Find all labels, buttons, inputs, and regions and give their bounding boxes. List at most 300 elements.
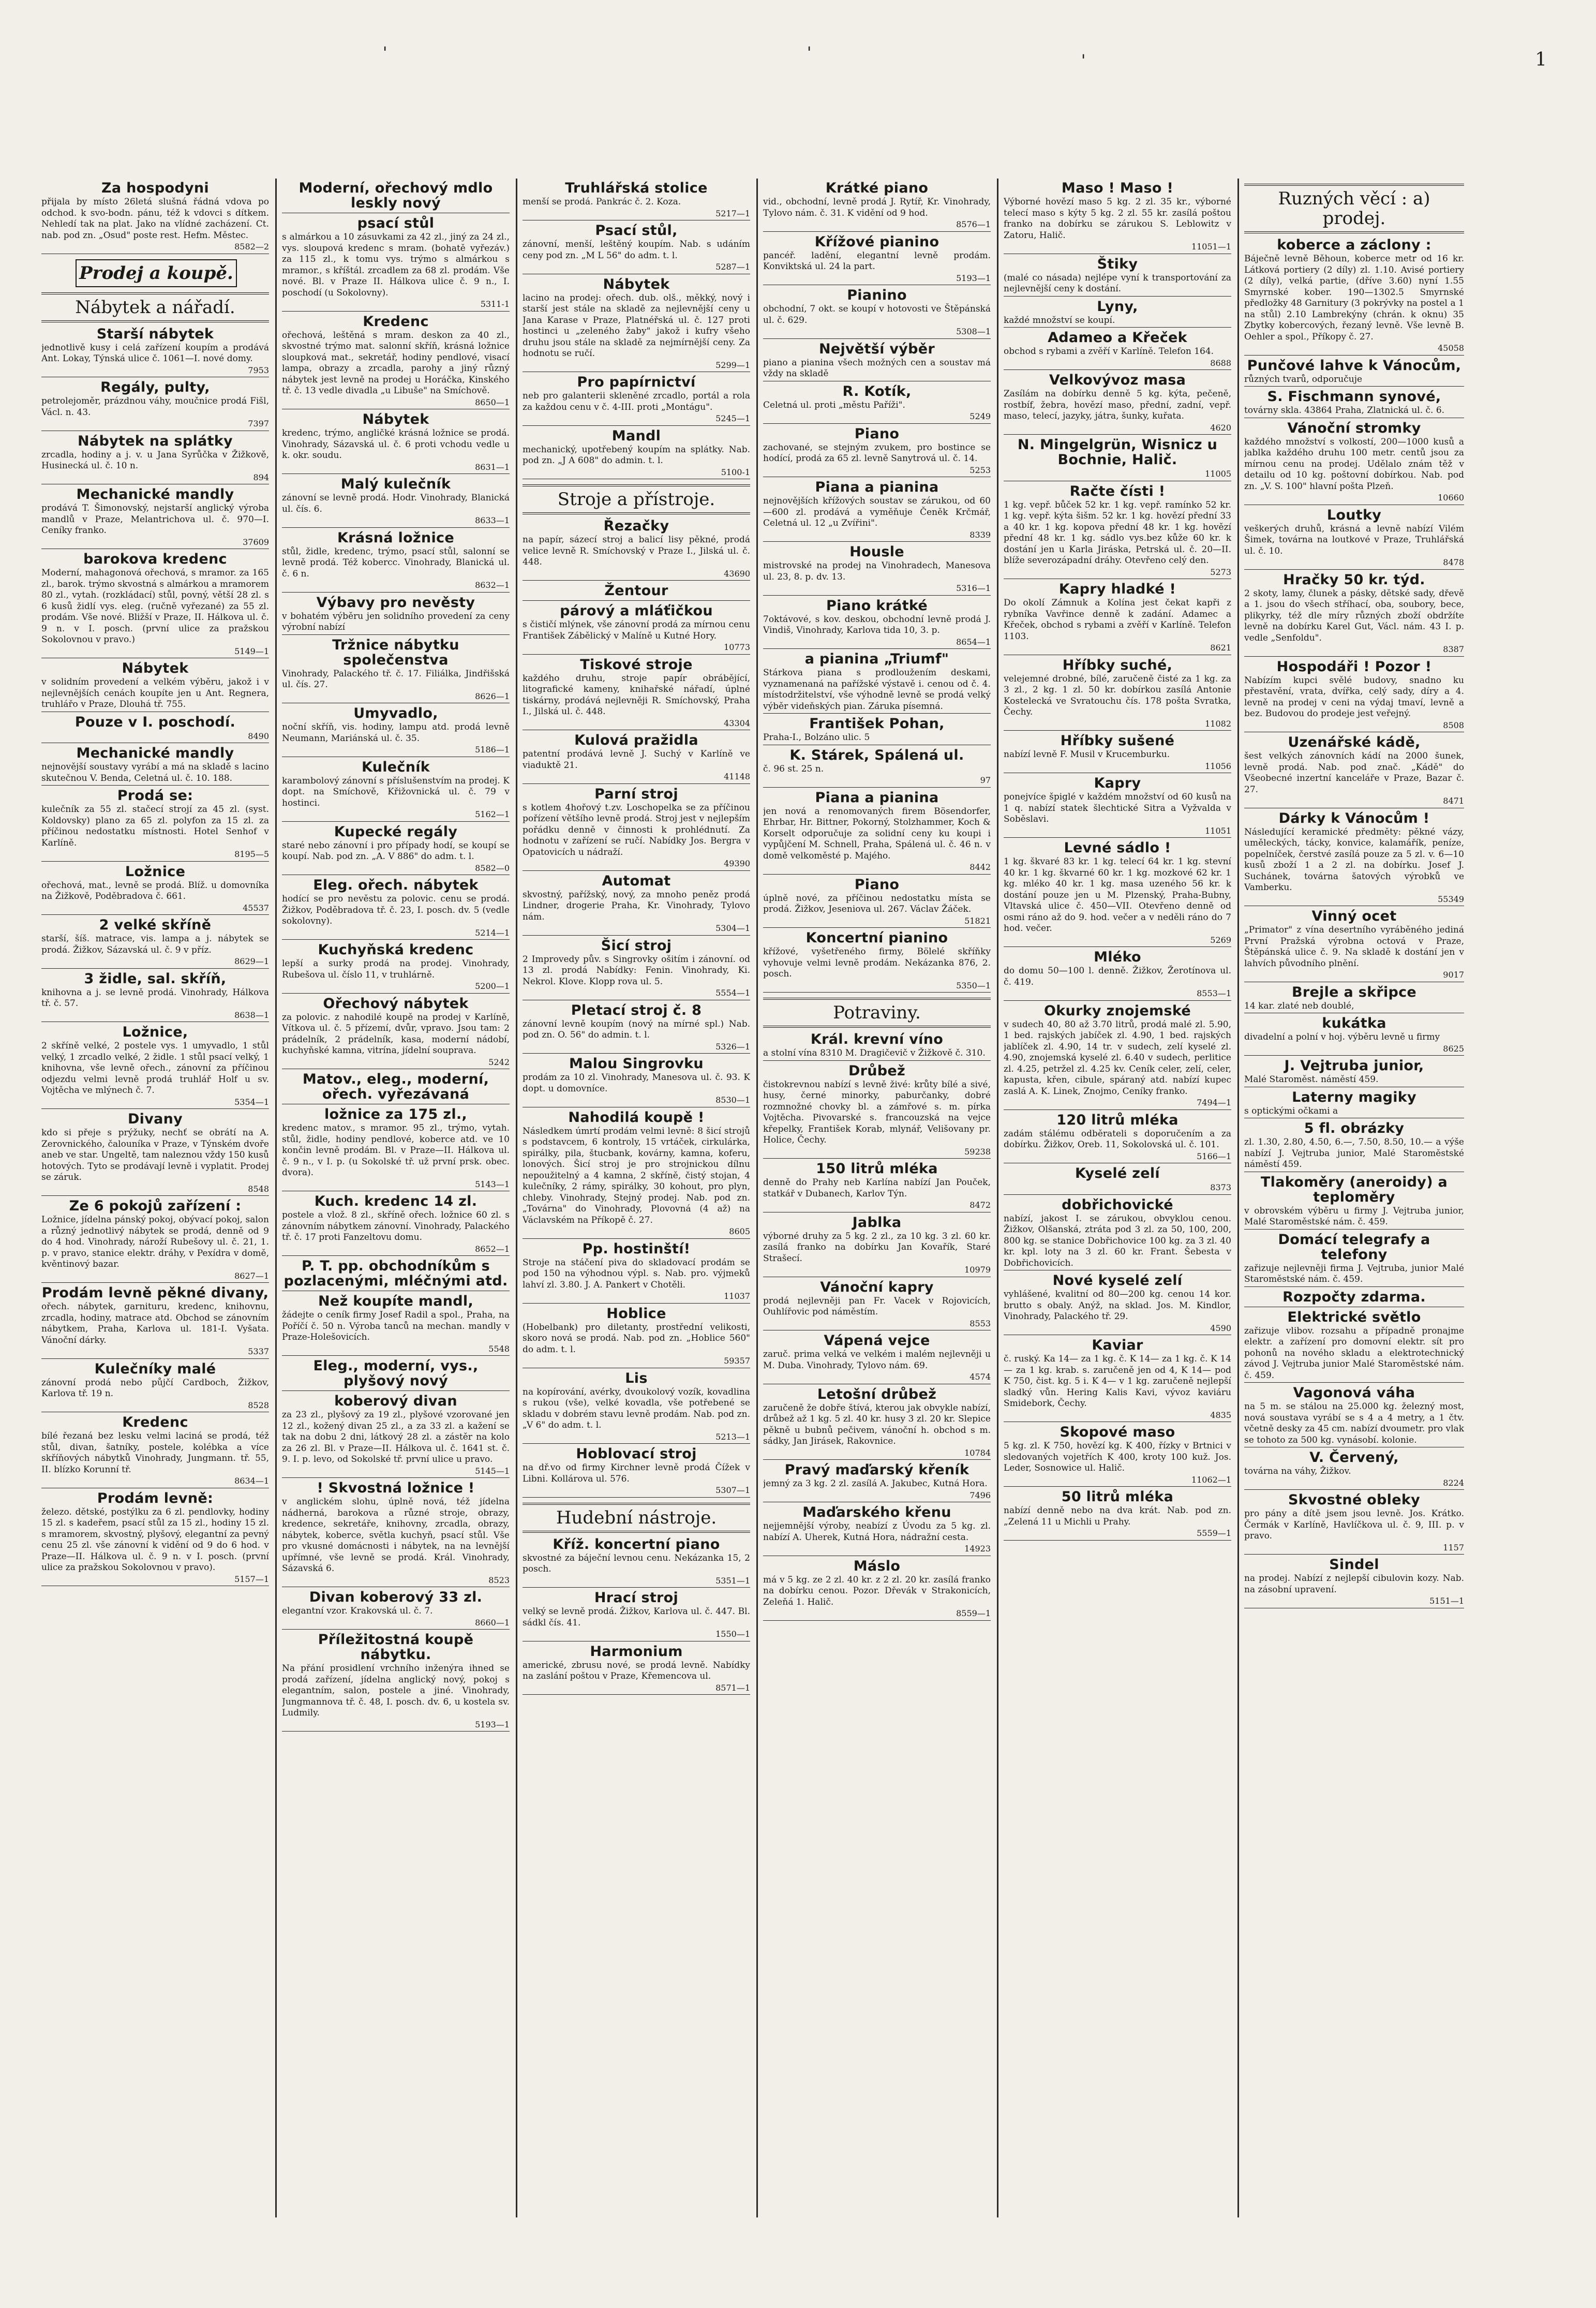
classified-ad (763, 544, 991, 596)
ad-title: Za hospodyni (101, 180, 209, 196)
classified-ad (523, 787, 750, 871)
ad-title: Piana a pianina (815, 789, 939, 806)
classified-ad (282, 595, 510, 635)
ad-title: Parní stroj (594, 786, 678, 802)
ad-text: nejnovější soustavy vyrábí a má na skladě s lacino skutečnou V. Benda, Celetná ul. č. 10. 188. (41, 762, 269, 783)
ad-text: na kopírování, avérky, dvoukolový vozík, kovadlina s rukou (vše), velké kovadla, vše potřebené se skladu v dobrém stavu levně prodám. Nab. pod zn. „V 6" do adm. t. l. (523, 1386, 750, 1430)
ad-title: Pro papírnictví (577, 374, 696, 390)
ad-title: K. Stárek, Spálená ul. (789, 747, 964, 763)
ad-code: 5217—1 (715, 208, 750, 218)
classified-ad (282, 1358, 510, 1391)
classified-ad (763, 384, 991, 424)
classified-ad (1244, 358, 1464, 387)
ad-code: 11051 (1205, 825, 1231, 836)
ad-code: 43690 (724, 568, 750, 579)
ad-text: nejjemnější výroby, neabízí z Úvodu za 5 kg. zl. nabízí A. Uherek, Kutná Hora, nádražní cesta. (763, 1521, 991, 1543)
ad-text: č. 96 st. 25 n. (763, 763, 824, 774)
classified-ad (763, 716, 991, 745)
ad-text: 1 kg. škvaré 83 kr. 1 kg. telecí 64 kr. 1 kg. stevní 40 kr. 1 kg. škvarné 60 kr. 1 kg. mozkové 62 kr. 1 kg. mléko 40 kr. 1 kg. masa uzeného 56 kr. k dostání pouze jen u M. Plzenský, Praha-Bubny, Vltavská ulice č. 450—VII. Otevřeno denně od osmi ráno až do 9. hod. večer a v neděli ráno do 7 hod. večer. (1004, 856, 1231, 934)
ad-text: 2 Improvedy pův. s Singrovky ošitím i zánovní. od 13 zl. prodá Nabídky: Fenin. Vinohrady, Ki. Nekrol. Klove. Klopp rova ul. 5. (523, 954, 750, 987)
ad-text: zadám stálému odběrateli s doporučením a za dobírku. Žižkov, Oreb. 11, Sokolovská ul. č. 101. (1004, 1128, 1231, 1150)
classified-ad (523, 519, 750, 581)
ad-title: Tiskové stroje (580, 656, 693, 673)
ad-text: (malé co násada) nejlépe vyní k transportování za nejlevnější ceny k dostání. (1004, 272, 1231, 294)
ad-text: knihovna a j. se levně prodá. Vinohrady, Hálkova tř. č. 57. (41, 987, 269, 1009)
ad-text: prodává T. Šimonovský, nejstarší anglický výroba mandlů v Praze, Melantrichova ul. č. 970—I. Ceníky franko. (41, 503, 269, 536)
ad-code: 8195—5 (234, 849, 269, 859)
ad-code: 8650—1 (475, 397, 510, 407)
classified-ad (1244, 421, 1464, 505)
ad-text: hodící se pro nevěstu za polovic. cenu se prodá. Žižkov, Poděbradova tř. č. 23, I. posch. dv. 5 (vedle sokolovny). (282, 894, 510, 926)
ad-code: 11051—1 (1191, 242, 1231, 251)
ad-title: Brejle a skřipce (1291, 984, 1417, 1000)
ad-title: Vápená vejce (824, 1333, 930, 1349)
ad-code: 5157—1 (234, 1574, 269, 1584)
ad-text: Ložnice, jídelna pánský pokoj, obývací pokoj, salon a různý jednotlivý nábytek se prodá, denně od 9 do 4 hod. Vinohrady, nároží Rubešovy ul. č. 21, 1. p. v pravo, stanice elektr. dráhy, v Pexídra v domě, kvěntinový bazar. (41, 1215, 269, 1269)
classified-ad (282, 1590, 510, 1630)
ad-text: v sudech 40, 80 až 3.70 litrů, prodá malé zl. 5.90, 1 bed. rajských jabíček zl. 4.90, 1 bed. rajských jablíček zl. 4.90, 14 tr. v sudech, zelí kyselé zl. 4.90, znojemská kyselé zl. 6.40 v sudech, perlitice zl. 4.25, petržel zl. 4.25 kv. Ceník celer, zelí, celer, kapusta, křen, cibule, spáraný atd. nabízí kupec zaslá A. K. Linek, Znojmo, Ceníky franko. (1004, 1019, 1231, 1097)
ad-text: na papír, sázecí stroj a balicí lisy pěkné, prodá velice levně R. Smíchovský v Praze I., Jilská ul. č. 448. (523, 535, 750, 567)
ad-text: mistrovské na prodej na Vinohradech, Manesova ul. 23, 8. p. dv. 13. (763, 560, 991, 582)
classified-ad (523, 1590, 750, 1641)
classified-ad (763, 652, 991, 714)
classified-ad (41, 1025, 269, 1109)
ad-text: 2 skoty, lamy, člunek a pásky, dětské sady, dřevě a 1. jsou do všech stříhací, oba, soubory, bece, plikyrky, též dle míry různých zboží obdržíte levně na dobírku Karel Gut, Václ. nám. 43 I. p. vedle „Senfoldu". (1244, 588, 1464, 643)
classified-ad (282, 760, 510, 822)
ad-title: Největší výběr (818, 341, 935, 357)
ad-title: J. Vejtruba junior, (1284, 1058, 1424, 1074)
ad-title: Lyny, (1097, 298, 1138, 315)
classified-ad (1004, 1489, 1231, 1541)
ad-title: Piana a pianina (815, 479, 939, 495)
ad-title: Příležitostná koupě nábytku. (318, 1632, 474, 1663)
ad-title: ložnice za 175 zl., (324, 1106, 467, 1122)
ad-text: prodám za 10 zl. Vinohrady, Manesova ul. č. 93. K dopt. u domovníce. (523, 1072, 750, 1094)
ad-text: Vinohrady, Palackého tř. č. 17. Filiálka, Jindřišská ul. čís. 27. (282, 668, 510, 690)
ad-code: 5311-1 (480, 299, 510, 309)
ad-code: 8339 (969, 529, 991, 540)
ad-code: 41148 (724, 772, 750, 781)
ad-code: 8582—2 (234, 242, 269, 251)
ad-text: úplně nové, za příčinou nedostatku místa se prodá. Žižkov, Jeseniova ul. 267. Václav Žáček. (763, 893, 991, 914)
section-heading: Stroje a přístroje. (523, 484, 750, 514)
classified-ad (1004, 181, 1231, 254)
classified-ad (1244, 389, 1464, 418)
classified-ad (282, 1481, 510, 1587)
classified-ad (282, 1194, 510, 1256)
classified-ad (763, 790, 991, 875)
ad-text: na 5 m. se stálou na 25.000 kg. železný most, nová soustava vyrábí se s 4 a 4 metry, a 1 čtv. včetně desky za 45 cm. nabízí dvoumetr. pro vlak se tohoto za 500 kg. vynásobí. kolonie. (1244, 1401, 1464, 1445)
ad-title: Ložnice (125, 863, 186, 880)
classified-ad (523, 1056, 750, 1107)
ad-code: 5326—1 (715, 1041, 750, 1052)
ad-code: 5269 (1210, 935, 1231, 945)
classified-ad (41, 918, 269, 969)
ad-title: V. Červený, (1309, 1449, 1399, 1466)
ad-text: 5 kg. zl. K 750, hovězí kg. K 400, řízky v Brtnici v sledovaných vojetřích K 400, kroty 100 kuž. Jos. Leder, Sosnowice ul. Halič. (1004, 1441, 1231, 1473)
classified-ad (1244, 1557, 1464, 1608)
classified-ad (282, 412, 510, 474)
classified-ad (1244, 572, 1464, 657)
column-4 (763, 179, 991, 2217)
top-mark-3: ' (1081, 52, 1086, 70)
ad-code: 5193—1 (956, 273, 991, 283)
ad-title: Kyselé zelí (1075, 1165, 1160, 1181)
ad-title: S. Fischmann synové, (1267, 389, 1441, 405)
classified-ad (1004, 1166, 1231, 1195)
ad-text: Následující keramické předměty: pěkné vázy, uměleckých, tácky, konvice, kalamářík, peníze, popelníček, čerstvé zasílá pouze za 5 zl. v. 6—10 kusů zboží 1 a 2 zl. na dobírku. Josef J. Suchánek, továrna šatových výrobků ve Vamberku. (1244, 826, 1464, 893)
classified-ad (763, 598, 991, 649)
ad-code: 43304 (724, 718, 750, 728)
ad-title: Nábytek (603, 276, 670, 292)
ad-title: Piano (854, 876, 900, 893)
classified-ad (1244, 238, 1464, 356)
ad-text: 2 skříně velké, 2 postele vys. 1 umyvadlo, 1 stůl velký, 1 zrcadlo velké, 2 židle. 1 stůl psací velký, 1 knihovna, vše levně ořech., zánovní za příčinou odjezdu velmi levně prodá truhlář Holf u sv. Vojtěcha ve mlýnech č. 7. (41, 1041, 269, 1096)
ad-title: Kaviar (1092, 1337, 1143, 1353)
ad-text: 14 kar. zlaté neb doublé, (1244, 1000, 1354, 1011)
classified-ad (41, 1285, 269, 1359)
classified-ad (763, 1462, 991, 1502)
ad-code: 10979 (964, 1265, 991, 1275)
column-divider (997, 179, 998, 2217)
ad-code: 4574 (969, 1372, 991, 1382)
ad-title: kukátka (1322, 1015, 1386, 1031)
ad-code: 5242 (488, 1057, 510, 1067)
classified-ad (763, 1032, 991, 1061)
ad-text: kredenc matov., s mramor. 95 zl., trýmo, vytah. stůl, židle, hodiny pendlové, koberce atd. ve 10 končin levně prodám. Bl. v Praze—II. Hálkova ul. č. 9 n., v I. p. (u Sokolské tř. už první prsk. obec. dvora). (282, 1123, 510, 1178)
ad-title: Malou Singrovku (569, 1056, 704, 1072)
ad-code: 8224 (1443, 1477, 1464, 1488)
ad-title: Kredenc (363, 313, 429, 330)
ad-title: Skvostné obleky (1288, 1492, 1420, 1508)
classified-ad (1004, 1338, 1231, 1422)
ad-title: Hračky 50 kr. týd. (1283, 571, 1425, 588)
classified-ad (523, 733, 750, 784)
ad-title: Krátké piano (825, 180, 929, 196)
ad-code: 11056 (1205, 761, 1231, 771)
ad-text: továrna na váhy, Žižkov. (1244, 1466, 1351, 1476)
classified-ad (763, 288, 991, 339)
ad-code: 8548 (248, 1183, 269, 1194)
ad-text: Praha-I., Bolzáno ulic. 5 (763, 732, 870, 743)
column-divider (275, 179, 277, 2217)
ad-title: Elektrické světlo (1287, 1309, 1421, 1325)
classified-ad (41, 380, 269, 431)
classified-ad (1244, 1232, 1464, 1287)
classified-ad (763, 234, 991, 286)
ad-code: 8471 (1443, 796, 1464, 806)
ad-text: obchodní, 7 okt. se koupí v hotovosti ve Štěpánská ul. č. 629. (763, 304, 991, 326)
ad-text: divadelní a polní v hoj. výběru levně u firmy (1244, 1032, 1440, 1042)
classified-ad (41, 1112, 269, 1196)
ad-code: 4590 (1210, 1323, 1231, 1333)
classified-ad (1004, 373, 1231, 435)
classified-ad (763, 1063, 991, 1159)
ad-code: 894 (253, 472, 269, 482)
ad-title: Než koupíte mandl, (318, 1293, 474, 1309)
ad-title: Hoblovací stroj (576, 1446, 697, 1462)
ad-code: 7397 (248, 419, 269, 428)
ad-code: 51821 (964, 915, 991, 926)
ad-text: piano a pianina všech možných cen a soustav má vždy na skladě (763, 357, 991, 379)
ad-code: 5350—1 (956, 980, 991, 990)
ad-title: Pp. hostinští! (582, 1240, 691, 1257)
top-mark-2: ' (807, 44, 812, 62)
classified-ad (763, 1161, 991, 1212)
ad-text: zánovní prodá nebo půjčí Cardboch, Žižkov, Karlova tř. 19 n. (41, 1377, 269, 1399)
ad-code: 4620 (1210, 422, 1231, 433)
classified-ad (523, 1110, 750, 1239)
classified-ad (523, 874, 750, 936)
ad-code: 8652—1 (475, 1244, 510, 1254)
classified-ad (763, 1505, 991, 1556)
classified-ad (41, 181, 269, 254)
ad-title: Štiky (1097, 256, 1138, 272)
ad-title: Maso ! Maso ! (1061, 180, 1174, 196)
ad-code: 5273 (1210, 567, 1231, 577)
ad-text: „Primator" z vína desertního vyráběného jediná První Pražská výrobna octová v Praze, Štěpánská ulice č. 9. Na skladě k dostání jen v lahvích původního plnění. (1244, 925, 1464, 969)
classified-ad (41, 864, 269, 915)
ad-code: 10660 (1438, 493, 1464, 502)
ad-title: Křížové pianino (814, 233, 939, 250)
ad-text: v obrovském výběru u firmy J. Vejtruba junior, Malé Staroměstské nám. č. 459. (1244, 1205, 1464, 1227)
ad-title: Jablka (852, 1214, 902, 1231)
ad-title: Laterny magiky (1292, 1089, 1416, 1105)
ad-title: Ořechový nábytek (323, 995, 469, 1012)
classified-ad (523, 1644, 750, 1695)
classified-ad (282, 706, 510, 757)
classified-ad (1244, 811, 1464, 907)
ad-code: 8627—1 (234, 1270, 269, 1281)
classified-ad (523, 1371, 750, 1444)
ad-text: Stroje na stáčení piva do skladovací prodám se pod 150 na výhodnou výpl. s. Nab. pro. výjmeků lahví zl. 3.80. J. A. Pankert v Chotěli. (523, 1257, 750, 1290)
ad-text: šest velkých zánovních kádí na 2000 šunek, levně prodá. Nab. pod znač. „Kádě" do Všeobecné inzertní kanceláře v Praze, Bazar č. 27. (1244, 751, 1464, 795)
ad-code: 5548 (488, 1343, 510, 1354)
ad-code: 8553 (969, 1318, 991, 1328)
classified-ad (523, 375, 750, 426)
ad-title: Housle (849, 544, 904, 560)
ad-code: 5308—1 (956, 327, 991, 336)
ad-title: Vagonová váha (1293, 1385, 1415, 1401)
ad-code: 10773 (724, 642, 750, 652)
classified-ad (763, 1215, 991, 1277)
ad-text: americké, zbrusu nové, se prodá levně. Nabídky na zaslání poštou v Praze, Křemencova ul. (523, 1660, 750, 1681)
ad-title: Maďarského křenu (802, 1504, 951, 1520)
classified-ad (282, 878, 510, 940)
ad-text: Výborné hovězí maso 5 kg. 2 zl. 35 kr., výborné telecí maso s kýty 5 kg. 2 zl. 55 kr. zasílá poštou franko na dobírku se zárukou S. Leblowitz v Zatoru, Halič. (1004, 197, 1231, 241)
classified-ad (523, 657, 750, 731)
ad-text: velký se levně prodá. Žižkov, Karlova ul. č. 447. Bl. sádkl čís. 41. (523, 1606, 750, 1628)
classified-ad (282, 1294, 510, 1356)
classified-ad (1244, 1058, 1464, 1087)
classified-ad (1004, 840, 1231, 947)
classified-ad (282, 996, 510, 1070)
ad-code: 5354—1 (234, 1097, 269, 1107)
ad-text: s kotlem 4hořový t.zv. Loschopelka se za příčinou pořízení většího levně prodá. Stroj jest v nejlepším pořádku denně v činnosti k prohlédnutí. Za hodnotu v zařízení se ručí. Nabídky Jos. Bergra v Opatovicích u nádraží. (523, 802, 750, 857)
ad-text: skvostný, pařížský, nový, za mnoho peněz prodá Lindner, drogerie Praha, Kr. Vinohrady, Tylovo nám. (523, 889, 750, 922)
ad-text: elegantní vzor. Krakovská ul. č. 7. (282, 1606, 433, 1616)
ad-title: Nábytek (362, 411, 429, 427)
classified-ad (282, 181, 510, 213)
ad-title: Pravý maďarský křeník (784, 1462, 969, 1478)
ad-text: kulečník za 55 zl. stačecí strojí za 45 zl. (syst. Koldovsky) plano za 65 zl. polyfon za 15 zl. za příčinou nedostatku místnosti. Hotel Senhof v Karlíně. (41, 804, 269, 848)
ad-title: Uzenářské kádě, (1288, 734, 1421, 750)
ad-text: Báječně levně Běhoun, koberce metr od 16 kr. Látková portiery (2 díly) zl. 1.10. Avisé portiery (2 díly), velká partie, (dříve 3.60) nyní 1.55 Smyrnské kober. 190—1302.5 Smyrnské předložky 48 Garnitury (3 pokrývky na postel a 1 na stůl) 2.10 Lambrekýny (chrán. k oknu) 35 Zbytky kobercových, řezaný levně. Vše levně B. Oehler a spol., Příkopy č. 27. (1244, 254, 1464, 342)
ad-code: 5559—1 (1197, 1528, 1231, 1538)
ad-text: (Hobelbank) pro diletanty, prostřední velikosti, skoro nová se prodá. Nab. pod zn. „Hoblice 560" do adm. t. l. (523, 1322, 750, 1355)
ad-title: Punčové lahve k Vánocům, (1247, 357, 1461, 374)
ad-title: Prodá se: (117, 788, 193, 804)
classified-ad (282, 1072, 510, 1104)
classified-ad (763, 342, 991, 381)
ad-title: 3 židle, sal. skříň, (84, 970, 227, 987)
ad-title: Nahodilá koupě ! (568, 1109, 705, 1126)
classified-ad (523, 1306, 750, 1368)
ad-code: 5249 (969, 411, 991, 421)
ad-text: ořech. nábytek, garnituru, kredenc, knihovnu, zrcadla, hodiny, matrace atd. Obchod se zánovním nábytkem, Praha, Karlova ul. 181-I. Vyšata. Vánoční dárky. (41, 1301, 269, 1345)
ad-code: 8654—1 (956, 637, 991, 647)
ad-title: Ložnice, (122, 1024, 188, 1040)
ad-code: 8528 (248, 1400, 269, 1410)
classified-ad (282, 477, 510, 528)
ad-title: Koncertní pianino (806, 930, 948, 946)
ad-title: Hospodáři ! Pozor ! (1276, 658, 1432, 675)
ad-title: Moderní, ořechový mdlo leskly nový (299, 180, 493, 211)
ad-text: zl. 1.30, 2.80, 4.50, 6.—, 7.50, 8.50, 10.— a výše nabízí J. Vejtruba junior, Malé Staroměstské náměstí 459. (1244, 1137, 1464, 1170)
ad-text: nejnovějších křížových soustav se zárukou, od 60—600 zl. prodává a vyměňuje Čeněk Krčmář, Celetná ul. 12 „u Zvířini". (763, 496, 991, 528)
ad-title: 150 litrů mléka (816, 1161, 938, 1177)
ad-text: vyhlášené, kvalitní od 80—200 kg. cenou 14 kor. brutto s obaly. Anýž, na sklad. Jos. M. Kindlor, Vinohrady, Palackého tř. 29. (1004, 1289, 1231, 1322)
ad-title: Kuch. kredenc 14 zl. (314, 1193, 478, 1209)
classified-ad (1004, 1003, 1231, 1110)
ad-title: Okurky znojemské (1043, 1002, 1191, 1019)
ad-title: Nové kyselé zelí (1052, 1273, 1183, 1289)
ad-title: Psací stůl, (595, 223, 678, 239)
ad-title: Kredenc (122, 1414, 188, 1430)
ad-title: koberce a záclony : (1277, 237, 1431, 253)
ad-code: 8553—1 (1197, 988, 1231, 998)
ad-title: Kapry (1094, 775, 1141, 791)
ad-title: Račte čísti ! (1069, 483, 1166, 499)
ad-title: 2 velké skříně (99, 917, 212, 933)
ad-text: stůl, židle, kredenc, trýmo, psací stůl, salonní se levně prodá. Též kobercc. Vinohrady, Blanická ul. č. 6 n. (282, 546, 510, 579)
ad-text: mechanický, upotřebený koupím na splátky. Nab. pod zn. „J A 608" do admin. t. l. (523, 444, 750, 466)
column-3 (523, 179, 750, 2217)
classified-ad (763, 1280, 991, 1331)
classified-ad (1244, 1385, 1464, 1447)
ad-text: Následkem úmrtí prodám velmi levně: 8 šicí strojů s podstavcem, 6 kontroly, 15 vrtáček, cirkulárka, spirálky, pila, štucbank, kovárny, kamna, koferu, lonových. Šicí stroj je pro strojnickou dílnu nepoužitelný a 4 kamna, 2 skříně, čistý stojan, 4 kulečníky, 2 rámy, spirálky, 30 kohout, pro plyn, chleby. Vinohrady, Stejný prodej. Nab. pod zn. „Továrna" do Vinohrady, Plovovná (4 až) na Václavském na Příkopě č. 27. (523, 1126, 750, 1225)
classified-ad (1004, 776, 1231, 838)
ad-text: ořechová, mat., levně se prodá. Blíž. u domovníka na Žižkově, Poděbradova č. 661. (41, 880, 269, 901)
ad-title: Pletací stroj č. 8 (571, 1002, 702, 1018)
classified-ad (1004, 658, 1231, 731)
classified-ad (1004, 1197, 1231, 1271)
ad-text: zánovní se levně prodá. Hodr. Vinohrady, Blanická ul. čís. 6. (282, 493, 510, 514)
classified-ad (41, 1362, 269, 1413)
ad-title: Prodám levně: (97, 1490, 214, 1506)
ad-title: ! Skvostná ložnice ! (317, 1480, 475, 1496)
ad-title: Vánoční stromky (1287, 420, 1421, 436)
classified-ad (41, 746, 269, 786)
classified-ad (282, 1259, 510, 1291)
classified-ad (1244, 1090, 1464, 1119)
ad-text: v solidním provedení a velkém výběru, jakož i v nejlevnějších cenách koupíte jen u Ant. Regnera, truhlářo v Praze, Dlouhá tř. 755. (41, 677, 269, 709)
ad-code: 8478 (1443, 557, 1464, 567)
ad-title: 5 fl. obrázky (1304, 1120, 1405, 1136)
top-mark-1: ' (383, 44, 387, 62)
classified-ad (41, 788, 269, 862)
section-heading: Ruzných věcí : a) prodej. (1244, 184, 1464, 233)
classified-ad (1004, 330, 1231, 370)
classified-ad (763, 877, 991, 928)
classified-ad (763, 930, 991, 993)
ad-title: Malý kulečník (340, 476, 451, 492)
ad-title: Sindel (1329, 1557, 1379, 1573)
ad-title: Kuchyňská kredenc (318, 942, 474, 958)
ad-title: 120 litrů mléka (1056, 1112, 1179, 1128)
ad-code: 5143—1 (475, 1179, 510, 1189)
classified-ad (523, 428, 750, 480)
ad-title: Velkovývoz masa (1049, 372, 1186, 388)
classified-ad (1244, 909, 1464, 982)
ad-title: dobřichovické (1062, 1196, 1173, 1213)
ad-text: má v 5 kg. ze 2 zl. 40 kr. z 2 zl. 20 kr. zasílá franko na dobírku cenou. Pozor. Dřevák v Strakonicích, Zeleňá 1. Halič. (763, 1574, 991, 1607)
ad-text: s almárkou a 10 zásuvkami za 42 zl., jiný za 24 zl., vys. sloupová kredenc s mram. (bohatě vyřezáv.) za 115 zl., k tomu vys. trýmo s almárkou s mramor., s kříštál. zrcadlem za 68 zl. prodám. Vše nové. Bl. v Praze II. Hálkova ulice č. 9 n., I. poschodí (u Sokolovny). (282, 232, 510, 298)
ad-text: na prodej. Nabízí z nejlepší cibulovin kozy. Nab. na zásobní upravení. (1244, 1573, 1464, 1595)
ad-text: ponejvíce špiglé v každém množství od 60 kusů na 1 q. nabízí statek šlechtické Sitra a Vyžvalda v Soběslavi. (1004, 792, 1231, 824)
classified-ad (1004, 582, 1231, 655)
classified-ad (763, 480, 991, 542)
page-number: 1 (1535, 49, 1547, 70)
ad-title: Kulečníky malé (94, 1360, 216, 1377)
classified-ad (523, 1446, 750, 1498)
ad-code: 10784 (964, 1447, 991, 1458)
ad-title: Kapry hladké ! (1058, 581, 1176, 597)
ad-text: skvostné za báječní levnou cenu. Nekázanka 15, 2 posch. (523, 1552, 750, 1574)
classified-ad (1244, 508, 1464, 570)
ad-code: 45058 (1438, 343, 1464, 353)
ad-text: noční skříň, vis. hodiny, lampu atd. prodá levně Neumann, Mariánská ul. č. 35. (282, 722, 510, 744)
classified-ad (41, 1491, 269, 1587)
ad-text: zaručeně že dobře štívá, kterou jak obvykle nabízí, drůbež až 1 kg. 5 zl. 40 kr. husy 3 zl. 20 kr. Slepice pěkně u bubnů pečivem, vánoční h. obchod s m. sádky, Jan Jirásek, Rakovnice. (763, 1402, 991, 1446)
ad-code: 5166—1 (1197, 1151, 1231, 1161)
ad-title: a pianina „Triumf" (804, 651, 949, 667)
ad-code: 8626—1 (475, 691, 510, 701)
ad-code: 8559—1 (956, 1608, 991, 1618)
ad-text: každého množství s volkostí, 200—1000 kusů a jablka každého druhu 100 metr. centů jsou za mírnou cenu na prodej. Udělalo znám těž v detailu od 10 kg. poštovní dobírkou. Nab. pod zn. „V. S. 100" hlavní pošta Plzeň. (1244, 436, 1464, 492)
classified-ad (523, 1241, 750, 1304)
ad-code: 8508 (1443, 720, 1464, 730)
classified-ad (41, 661, 269, 712)
ad-text: kdo si přeje s prýžuky, nechť se obrátí na A. Zerovnického, čalouníka v Praze, v Týnském dvoře aneb ve star. Ungeltě, tam naleznou vždy 150 kusů hotových. Tyto se prodávají levně i vyplatit. Prodej se záruk. (41, 1128, 269, 1182)
ad-title: Žentour (604, 583, 668, 599)
ad-text: železo. dětské, postýlku za 6 zl. pendlovky, hodiny 15 zl. s kadeřem, psací stůl za 15 zl., hodiny 15 zl. s mramorem, skvostný, plyšový, elegantní za pevný cenu 25 zl. vše zánovní k vidění od 9 do 6 hod. v Praze—II. Hálkova ul. č. 9 n. v I. posch. (první ulice za pražskou Sokolovnou v pravo). (41, 1506, 269, 1573)
ad-code: 9017 (1443, 970, 1464, 980)
column-6 (1244, 179, 1464, 2217)
classified-ad (282, 638, 510, 704)
ad-text: nabízí denně nebo na dva krát. Nab. pod zn. „Zelená 11 u Michli u Prahy. (1004, 1505, 1231, 1527)
ad-title: Automat (602, 872, 671, 889)
ad-text: Nabízím kupci svělé budovy, snadno ku přestavění, vrata, dvířka, celý sady, díry a 4. levně na prodej v ceni na výdaj tmaví, levně a bez. Budovou do prodeje jest veřejný. (1244, 675, 1464, 719)
ad-text: starší, šíš. matrace, vis. lampa a j. nábytek se prodá. Žižkov, Sázavská ul. č. 9 v příz. (41, 934, 269, 955)
ad-text: kredenc, trýmo, angličké krásná ložnice se prodá. Vinohrady, Sázavská ul. č. 6 proti vchodu vedle u k. okr. soudu. (282, 428, 510, 461)
ad-title: koberový divan (334, 1393, 457, 1409)
ad-code: 5304—1 (715, 923, 750, 933)
ad-text: žádejte o ceník firmy Josef Radil a spol., Praha, na Poříčí č. 50 n. Výroba tanců na mechan. mandly v Praze-Holešovicích. (282, 1310, 510, 1342)
ad-text: s optickými očkami a (1244, 1105, 1338, 1116)
ad-code: 8629—1 (234, 956, 269, 966)
ad-title: Rozpočty zdarma. (1282, 1289, 1426, 1305)
